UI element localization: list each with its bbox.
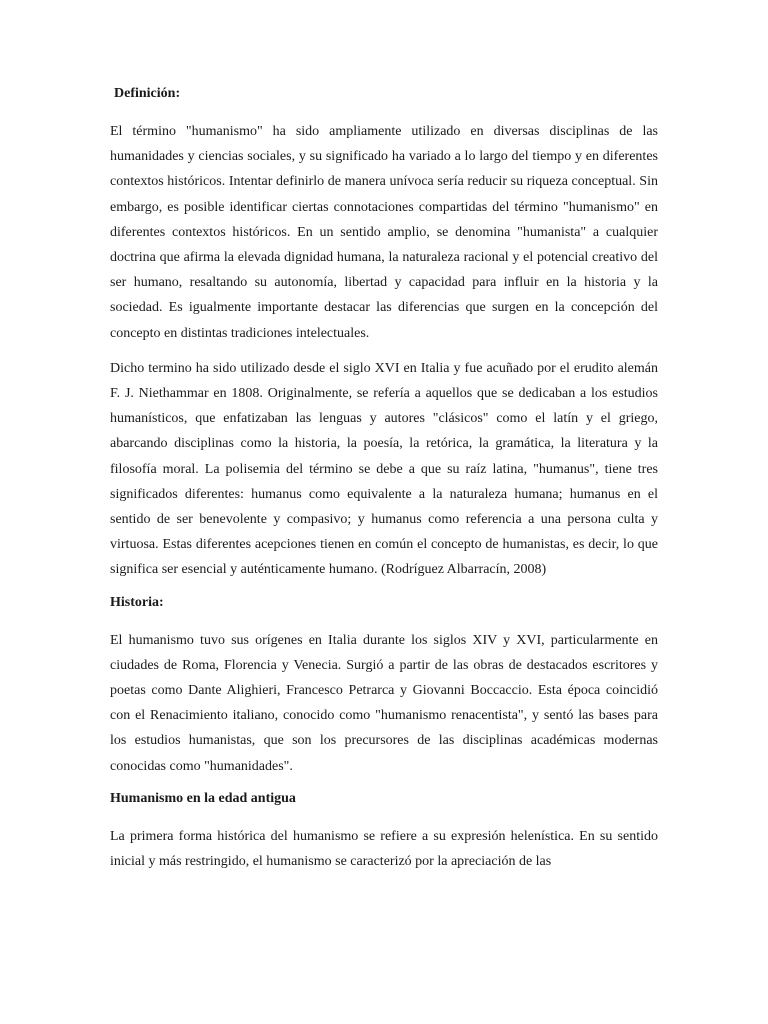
section-heading-edad-antigua: Humanismo en la edad antigua — [110, 790, 296, 806]
paragraph-definicion-1: El término "humanismo" ha sido ampliamente utilizado en diversas disciplinas de las humanidades y ciencias sociales, y su significado ha variado a lo largo del tiempo y en diferentes contextos históricos. Intentar definirlo de manera unívoca sería reducir su riqueza conceptual. Sin embargo, es posible identificar ciertas connotaciones compartidas del término "humanismo" en diferentes contextos históricos. En un sentido amplio, se denomina "humanista" a cualquier doctrina que afirma la elevada dignidad humana, la naturaleza racional y el potencial creativo del ser humano, resaltando su autonomía, libertad y capacidad para influir en la historia y la sociedad. Es igualmente importante destacar las diferencias que surgen en la concepción del concepto en distintas tradiciones intelectuales. — [110, 124, 658, 341]
document-page — [110, 84, 658, 884]
paragraph-edad-antigua-1: La primera forma histórica del humanismo se refiere a su expresión helenística. En su sentido inicial y más restringido, el humanismo se caracterizó por la apreciación de las — [110, 828, 658, 870]
section-heading-definicion: Definición: — [114, 86, 181, 101]
paragraph-definicion-2: Dicho termino ha sido utilizado desde el siglo XVI en Italia y fue acuñado por el erudito alemán F. J. Niethammar en 1808. Originalmente, se refería a aquellos que se dedicaban a los estudios humanísticos, que enfatizaban las lenguas y autores "clásicos" como el latín y el griego, abarcando disciplinas como la historia, la poesía, la retórica, la gramática, la literatura y la filosofía moral. La polisemia del término se debe a que su raíz latina, "humanus", tiene tres significados diferentes: humanus como equivalente a la naturaleza humana; humanus en el sentido de ser benevolente y compasivo; y humanus como referencia a una persona culta y virtuosa. Estas diferentes acepciones tienen en común el concepto de humanistas, es decir, lo que significa ser esencial y auténticamente humano. (Rodríguez Albarracín, 2008) — [110, 360, 658, 578]
section-heading-historia: Historia: — [110, 594, 164, 610]
paragraph-historia-1: El humanismo tuvo sus orígenes en Italia durante los siglos XIV y XVI, particularmente en ciudades de Roma, Florencia y Venecia. Surgió a partir de las obras de destacados escritores y poetas como Dante Alighieri, Francesco Petrarca y Giovanni Boccaccio. Esta época coincidió con el Renacimiento italiano, conocido como "humanismo renacentista", y sentó las bases para los estudios humanistas, que son los precursores de las disciplinas académicas modernas conocidas como "humanidades". — [110, 632, 658, 774]
